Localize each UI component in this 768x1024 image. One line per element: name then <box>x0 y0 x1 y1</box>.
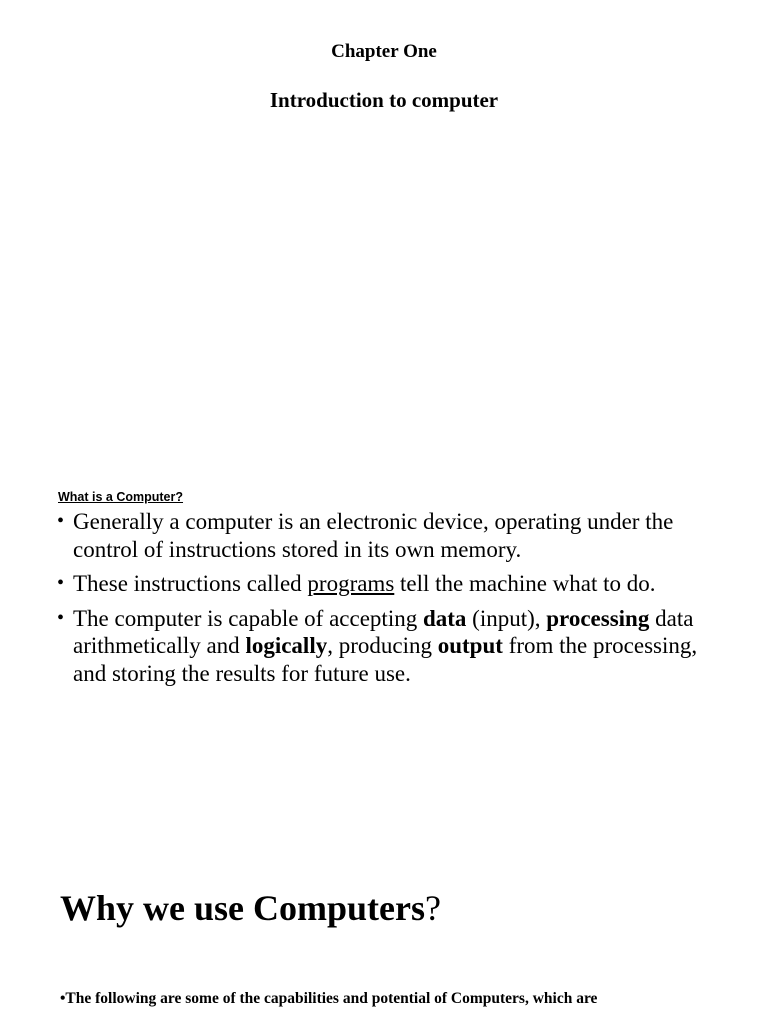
why-heading-question-mark: ? <box>425 888 441 928</box>
term-output: output <box>437 633 503 658</box>
why-heading-bold: Why we use Computers <box>60 888 425 928</box>
capability-text-2: (input), <box>466 605 547 631</box>
capability-text-4: , producing <box>327 633 438 658</box>
capability-text-5: from the processing, and storing the results for future use. <box>73 633 698 686</box>
bullet-item-definition <box>57 508 727 563</box>
programs-text-post: tell the machine what to do. <box>394 571 656 596</box>
term-data: data <box>422 605 467 631</box>
term-processing: processing <box>546 605 650 631</box>
capability-text-1: The computer is capable of accepting <box>73 605 423 631</box>
what-is-computer-heading: What is a Computer? <box>58 490 184 504</box>
programs-text-pre: These instructions called <box>73 571 308 596</box>
capability-text-3: data arithmetically and <box>73 605 694 658</box>
capabilities-intro-text: •The following are some of the capabilities and potential of Computers, which are <box>60 990 598 1007</box>
chapter-label: Chapter One <box>331 41 437 62</box>
bullet-item-capabilities <box>57 605 727 688</box>
bullet-dot-icon: • <box>57 510 65 532</box>
why-use-computers-heading <box>60 884 441 932</box>
programs-term: programs <box>307 571 395 596</box>
term-logically: logically <box>245 633 328 658</box>
bullet-dot-icon: • <box>57 572 65 594</box>
chapter-title: Introduction to computer <box>269 88 499 112</box>
bullet-dot-icon: • <box>57 606 65 629</box>
bullet-item-programs <box>57 570 727 598</box>
definition-text: Generally a computer is an electronic device, operating under the control of instructions stored in its own memory. <box>73 509 674 562</box>
what-is-computer-bullet-list <box>57 508 727 694</box>
